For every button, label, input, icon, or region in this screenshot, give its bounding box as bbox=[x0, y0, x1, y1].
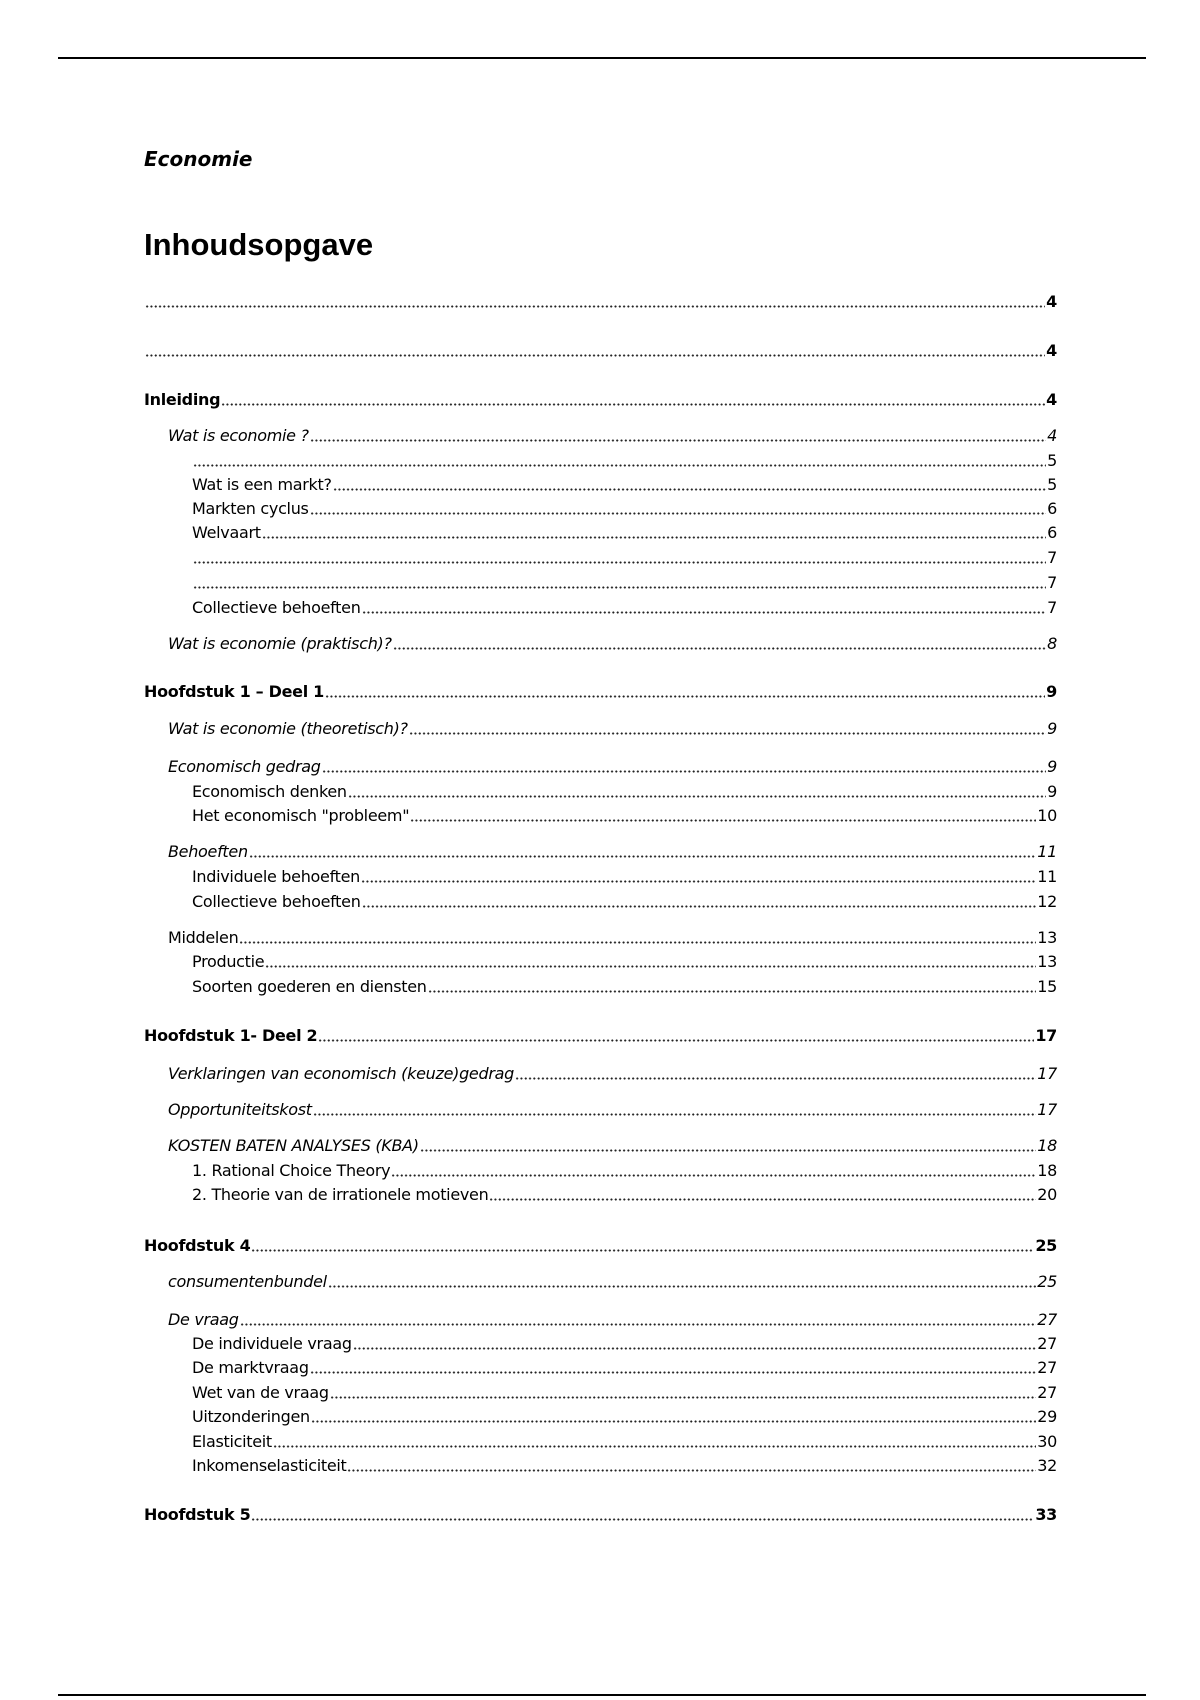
toc-entry[interactable]: De marktvraag 27 bbox=[192, 1358, 1057, 1377]
toc-entry[interactable]: 2. Theorie van de irrationele motieven 20 bbox=[192, 1185, 1057, 1204]
toc-entry[interactable]: Hoofdstuk 4 25 bbox=[144, 1236, 1057, 1255]
toc-entry[interactable]: Markten cyclus 6 bbox=[192, 499, 1057, 518]
toc-entry[interactable]: Inleiding 4 bbox=[144, 390, 1057, 409]
toc-entry[interactable]: Het economisch "probleem" 10 bbox=[192, 806, 1057, 825]
toc-entry[interactable]: De vraag 27 bbox=[168, 1310, 1057, 1329]
toc-entry[interactable]: Welvaart 6 bbox=[192, 523, 1057, 542]
toc-entry[interactable]: Wat is economie ? 4 bbox=[168, 426, 1057, 445]
toc-entry[interactable]: Wet van de vraag 27 bbox=[192, 1383, 1057, 1402]
toc-entry[interactable]: 4 bbox=[144, 339, 1057, 361]
toc-entry[interactable]: Elasticiteit 30 bbox=[192, 1432, 1057, 1451]
toc-entry[interactable]: KOSTEN BATEN ANALYSES (KBA) 18 bbox=[168, 1136, 1057, 1155]
toc-entry[interactable]: 4 bbox=[144, 290, 1057, 312]
toc-entry[interactable]: Collectieve behoeften 12 bbox=[192, 892, 1057, 911]
footer-rule bbox=[58, 1694, 1146, 1696]
toc-entry[interactable]: Verklaringen van economisch (keuze)gedrag 17 bbox=[168, 1064, 1057, 1083]
toc-entry[interactable]: 7 bbox=[192, 546, 1057, 568]
toc-entry[interactable]: Middelen 13 bbox=[168, 928, 1057, 947]
toc-entry[interactable]: Individuele behoeften 11 bbox=[192, 867, 1057, 886]
toc-entry[interactable]: Hoofdstuk 1- Deel 2 17 bbox=[144, 1026, 1057, 1045]
toc-entry[interactable]: 7 bbox=[192, 571, 1057, 593]
toc-entry[interactable]: Wat is economie (praktisch)? 8 bbox=[168, 634, 1057, 653]
toc-entry[interactable]: Hoofdstuk 1 – Deel 1 9 bbox=[144, 682, 1057, 701]
toc-entry[interactable]: Uitzonderingen 29 bbox=[192, 1407, 1057, 1426]
toc-entry[interactable]: Collectieve behoeften 7 bbox=[192, 598, 1057, 617]
toc-entry[interactable]: Inkomenselasticiteit 32 bbox=[192, 1456, 1057, 1475]
toc-entry[interactable]: 5 bbox=[192, 449, 1057, 471]
toc-entry[interactable]: Soorten goederen en diensten 15 bbox=[192, 977, 1057, 996]
toc-entry[interactable]: Productie 13 bbox=[192, 952, 1057, 971]
toc-entry[interactable]: Behoeften 11 bbox=[168, 842, 1057, 861]
toc-entry[interactable]: 1. Rational Choice Theory 18 bbox=[192, 1161, 1057, 1180]
toc-entry[interactable]: De individuele vraag 27 bbox=[192, 1334, 1057, 1353]
toc-entry[interactable]: consumentenbundel 25 bbox=[168, 1272, 1057, 1291]
toc-entry[interactable]: Hoofdstuk 5 33 bbox=[144, 1505, 1057, 1524]
toc-entry[interactable]: Economisch gedrag 9 bbox=[168, 757, 1057, 776]
toc-entry[interactable]: Opportuniteitskost 17 bbox=[168, 1100, 1057, 1119]
document-subject: Economie bbox=[144, 147, 253, 171]
toc-entry[interactable]: Wat is economie (theoretisch)? 9 bbox=[168, 719, 1057, 738]
toc-title: Inhoudsopgave bbox=[144, 227, 374, 262]
toc-entry[interactable]: Economisch denken 9 bbox=[192, 782, 1057, 801]
toc-entry[interactable]: Wat is een markt? 5 bbox=[192, 475, 1057, 494]
